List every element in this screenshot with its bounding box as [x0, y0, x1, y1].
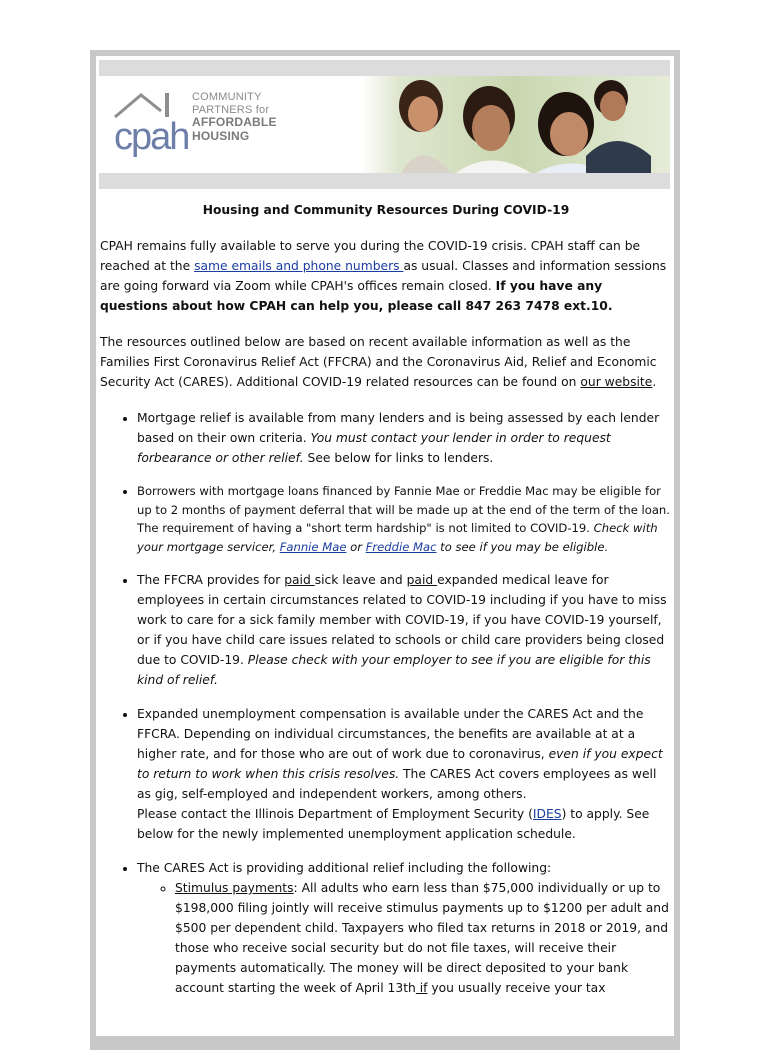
newsletter-content — [100, 200, 672, 1012]
list-item-fannie-freddie: • Borrowers with mortgage loans financed by Fannie Mae or Freddie Mac may be eligible for up to 2 months of payment deferral that will be made up at the end of the term of the loan. The requirement of having a "short term hardship" is not limited to COVID-19. Check with your mortgage servicer, Fannie Mae or Freddie Mac to see if you may be eligible. — [137, 482, 672, 556]
logo-line-4: HOUSING — [192, 128, 250, 143]
page-title: Housing and Community Resources During COVID-19 — [202, 203, 570, 217]
cares-sublist — [137, 878, 672, 998]
list-item-mortgage-relief: • Mortgage relief is available from many lenders and is being assessed by each lender based on their own criteria. You must contact your lender in order to request forbearance or other relief. See below for links to lenders. — [137, 408, 672, 468]
list-item-cares-relief: • The CARES Act is providing additional relief including the following: ◦ Stimulus payments: All adults who earn less than $75,000 individually or up to $198,000 filing jointly will receive stimulus payments up to $1200 per adult and $500 per dependent child. Taxpayers who filed tax returns in 2018 or 2019, and those who receive social security but do not file taxes, will receive their payments automatically. The money will be direct deposited to your bank account starting the week of April 13th if you usually receive your tax — [137, 858, 672, 998]
logo-line-1: COMMUNITY — [192, 91, 262, 103]
banner-bottom-bar — [99, 173, 670, 189]
ides-link[interactable]: IDES — [532, 807, 562, 821]
cpah-logo-icon — [113, 89, 189, 161]
intro-paragraph: CPAH remains fully available to serve you during the COVID-19 crisis. CPAH staff can be reached at the same emails and phone numbers as usual. Classes and information sessions are going forward via Zoom while CPAH's offices remain closed. If you have any questions about how CPAH can help you, please call 847 263 7478 ext.10. — [100, 239, 667, 313]
resource-list — [100, 408, 672, 998]
contact-info-link[interactable]: same emails and phone numbers — [194, 259, 404, 273]
banner-top-bar — [99, 60, 670, 76]
resources-paragraph: The resources outlined below are based on recent available information as well as the Families First Coronavirus Relief Act (FFCRA) and the Coronavirus Aid, Relief and Economic Security Act (CARES). Additional COVID-19 related resources can be found on our website. — [100, 335, 657, 389]
svg-text:cpah: cpah — [114, 116, 189, 158]
list-item-unemployment: • Expanded unemployment compensation is available under the CARES Act and the FFCRA. Depending on individual circumstances, the benefits are available at at a higher rate, and for those who are out of work due to coronavirus, even if you expect to return to work when this crisis resolves. The CARES Act covers employees as well as gig, self-employed and independent workers, among others. Please contact the Illinois Department of Employment Security (IDES) to apply. See below for the newly implemented unemployment application schedule. — [137, 704, 672, 844]
freddie-mac-link[interactable]: Freddie Mac — [365, 539, 437, 554]
sublist-item-stimulus: ◦ Stimulus payments: All adults who earn less than $75,000 individually or up to $198,000 filing jointly will receive stimulus payments up to $1200 per adult and $500 per dependent child. Taxpayers who filed tax returns in 2018 or 2019, and those who receive social security but do not file taxes, will receive their payments automatically. The money will be direct deposited to your bank account starting the week of April 13th if you usually receive your tax — [175, 878, 672, 998]
logo-line-2: PARTNERS for — [192, 103, 270, 116]
logo-wordmark — [192, 91, 277, 143]
header-banner — [99, 76, 670, 173]
family-photo — [361, 76, 670, 173]
logo-line-3: AFFORDABLE — [192, 115, 277, 129]
website-link[interactable]: our website — [580, 375, 653, 389]
fannie-mae-link[interactable]: Fannie Mae — [279, 539, 347, 554]
list-item-ffcra-leave: • The FFCRA provides for paid sick leave and paid expanded medical leave for employees in certain circumstances related to COVID-19 including if you have to miss work to care for a sick family member with COVID-19, if you have COVID-19 yourself, or if you have child care issues related to schools or child care providers being closed due to COVID-19. Please check with your employer to see if you are eligible for this kind of relief. — [137, 570, 672, 690]
